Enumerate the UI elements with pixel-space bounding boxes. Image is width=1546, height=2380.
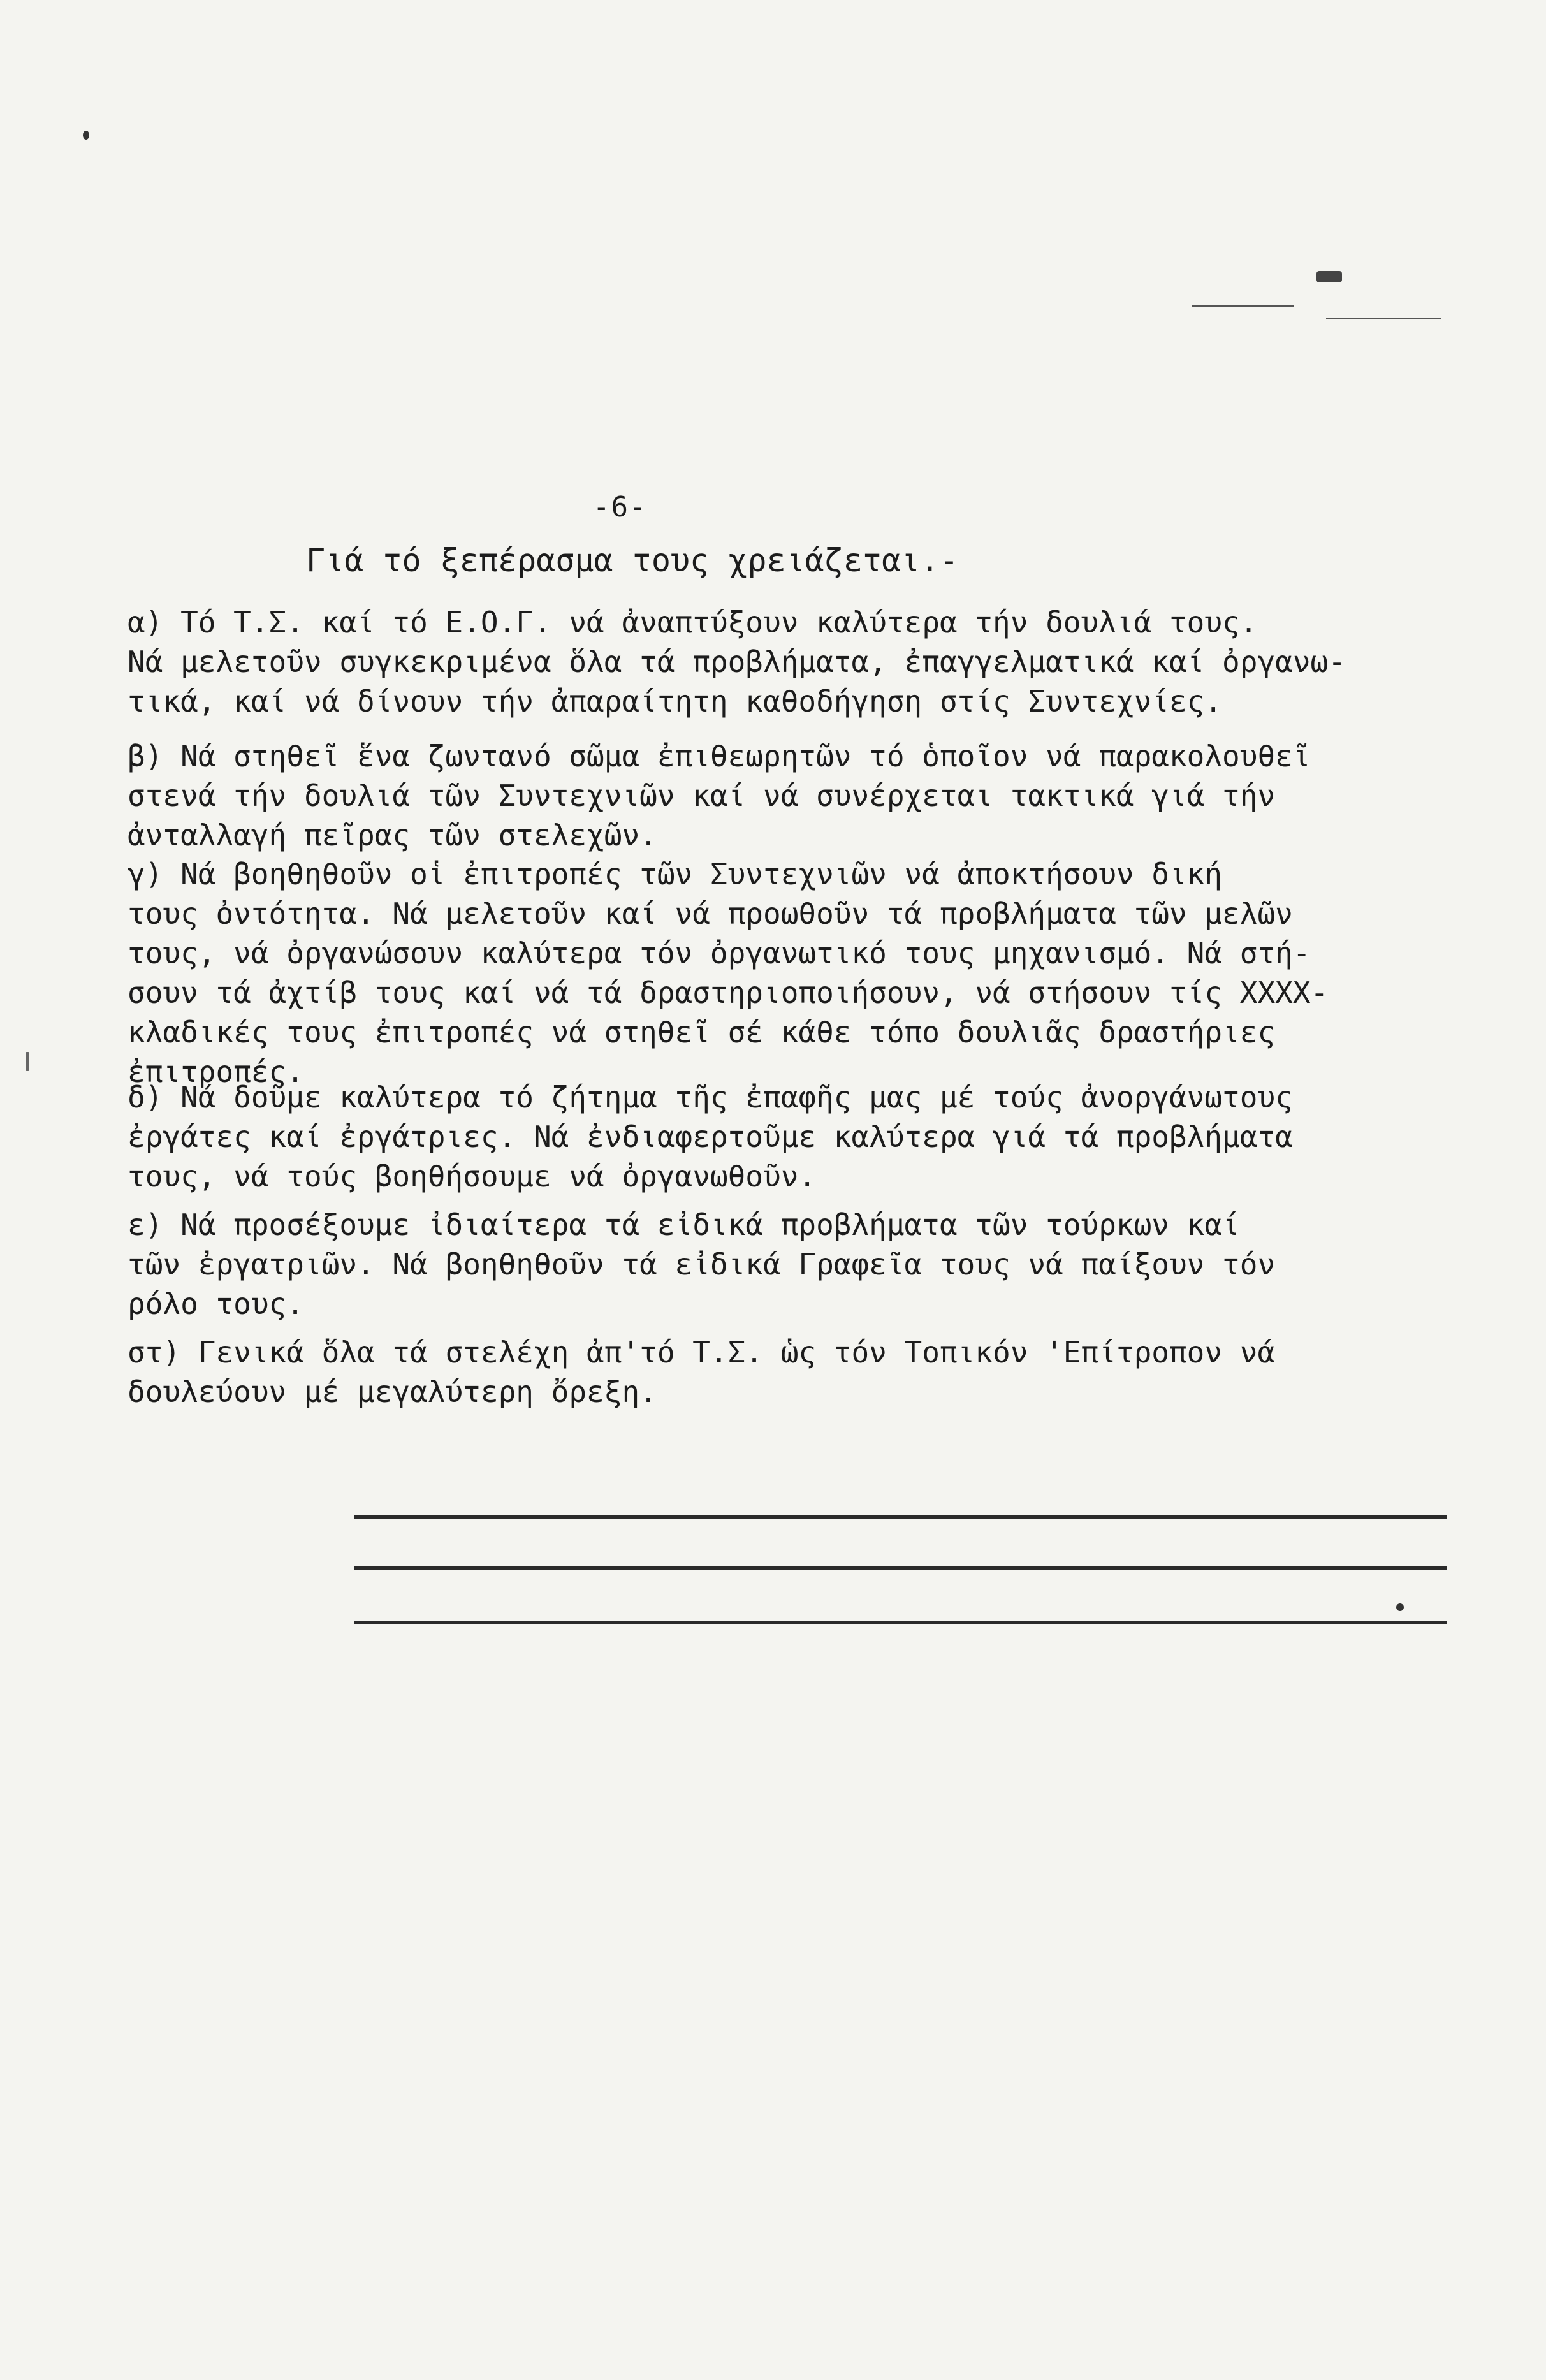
list-item-c bbox=[128, 854, 1454, 1091]
item-line: τους ὀντότητα. Νά μελετοῦν καί νά προωθοῦν τά προβλήματα τῶν μελῶν bbox=[128, 896, 1293, 931]
item-line: β) Νά στηθεῖ ἕνα ζωντανό σῶμα ἐπιθεωρητῶν τό ὁποῖον νά παρακολουθεῖ bbox=[128, 739, 1311, 773]
item-line: δουλεύουν μέ μεγαλύτερη ὄρεξη. bbox=[128, 1375, 657, 1409]
item-line: τους, νά ὀργανώσουν καλύτερα τόν ὀργανωτικό τους μηχανισμό. Νά στή- bbox=[128, 936, 1311, 970]
page-number: -6- bbox=[593, 491, 648, 523]
item-line: στενά τήν δουλιά τῶν Συντεχνιῶν καί νά συνέρχεται τακτικά γιά τήν bbox=[128, 778, 1276, 813]
item-line: τικά, καί νά δίνουν τήν ἀπαραίτητη καθοδήγηση στίς Συντεχνίες. bbox=[128, 684, 1223, 719]
item-line: ἀνταλλαγή πεῖρας τῶν στελεχῶν. bbox=[128, 818, 657, 852]
item-line: α) Τό Τ.Σ. καί τό Ε.Ο.Γ. νά ἀναπτύξουν καλύτερα τήν δουλιά τους. bbox=[128, 605, 1258, 639]
item-line: τῶν ἐργατριῶν. Νά βοηθηθοῦν τά εἰδικά Γραφεῖα τους νά παίξουν τόν bbox=[128, 1247, 1276, 1281]
item-line: ἐπιτροπές. bbox=[128, 1055, 304, 1089]
item-line: τους, νά τούς βοηθήσουμε νά ὀργανωθοῦν. bbox=[128, 1159, 817, 1194]
separator-rule bbox=[354, 1566, 1447, 1570]
item-line: δ) Νά δοῦμε καλύτερα τό ζήτημα τῆς ἐπαφῆς μας μέ τούς ἀνοργάνωτους bbox=[128, 1080, 1293, 1114]
separator-rule bbox=[354, 1515, 1447, 1519]
scan-speck bbox=[1396, 1603, 1404, 1611]
item-line: ε) Νά προσέξουμε ἰδιαίτερα τά εἰδικά προβλήματα τῶν τούρκων καί bbox=[128, 1208, 1240, 1242]
scan-smudge bbox=[1192, 305, 1294, 307]
item-line: ρόλο τους. bbox=[128, 1287, 304, 1321]
item-line: ἐργάτες καί ἐργάτριες. Νά ἐνδιαφερτοῦμε καλύτερα γιά τά προβλήματα bbox=[128, 1120, 1293, 1154]
item-line: στ) Γενικά ὅλα τά στελέχη ἀπ'τό Τ.Σ. ὡς τόν Τοπικόν 'Επίτροπον νά bbox=[128, 1335, 1276, 1369]
separator-rule bbox=[354, 1621, 1447, 1624]
scan-speck bbox=[83, 131, 89, 140]
list-item-b bbox=[128, 736, 1454, 855]
scan-speck bbox=[26, 1052, 29, 1071]
list-item-e bbox=[128, 1205, 1454, 1324]
section-heading: Γιά τό ξεπέρασμα τους χρειάζεται.- bbox=[306, 542, 959, 579]
item-line: σουν τά ἀχτίβ τους καί νά τά δραστηριοποιήσουν, νά στήσουν τίς XXXX- bbox=[128, 975, 1329, 1010]
item-line: κλαδικές τους ἐπιτροπές νά στηθεῖ σέ κάθε τόπο δουλιᾶς δραστήριες bbox=[128, 1015, 1276, 1049]
item-line: Νά μελετοῦν συγκεκριμένα ὅλα τά προβλήματα, ἐπαγγελματικά καί ὀργανω- bbox=[128, 645, 1346, 679]
item-line: γ) Νά βοηθηθοῦν οἱ ἐπιτροπές τῶν Συντεχνιῶν νά ἀποκτήσουν δική bbox=[128, 857, 1223, 891]
list-item-d bbox=[128, 1077, 1454, 1196]
list-item-a bbox=[128, 602, 1454, 721]
scan-smudge bbox=[1326, 318, 1441, 319]
scan-speck bbox=[1316, 271, 1342, 282]
list-item-st bbox=[128, 1332, 1454, 1412]
